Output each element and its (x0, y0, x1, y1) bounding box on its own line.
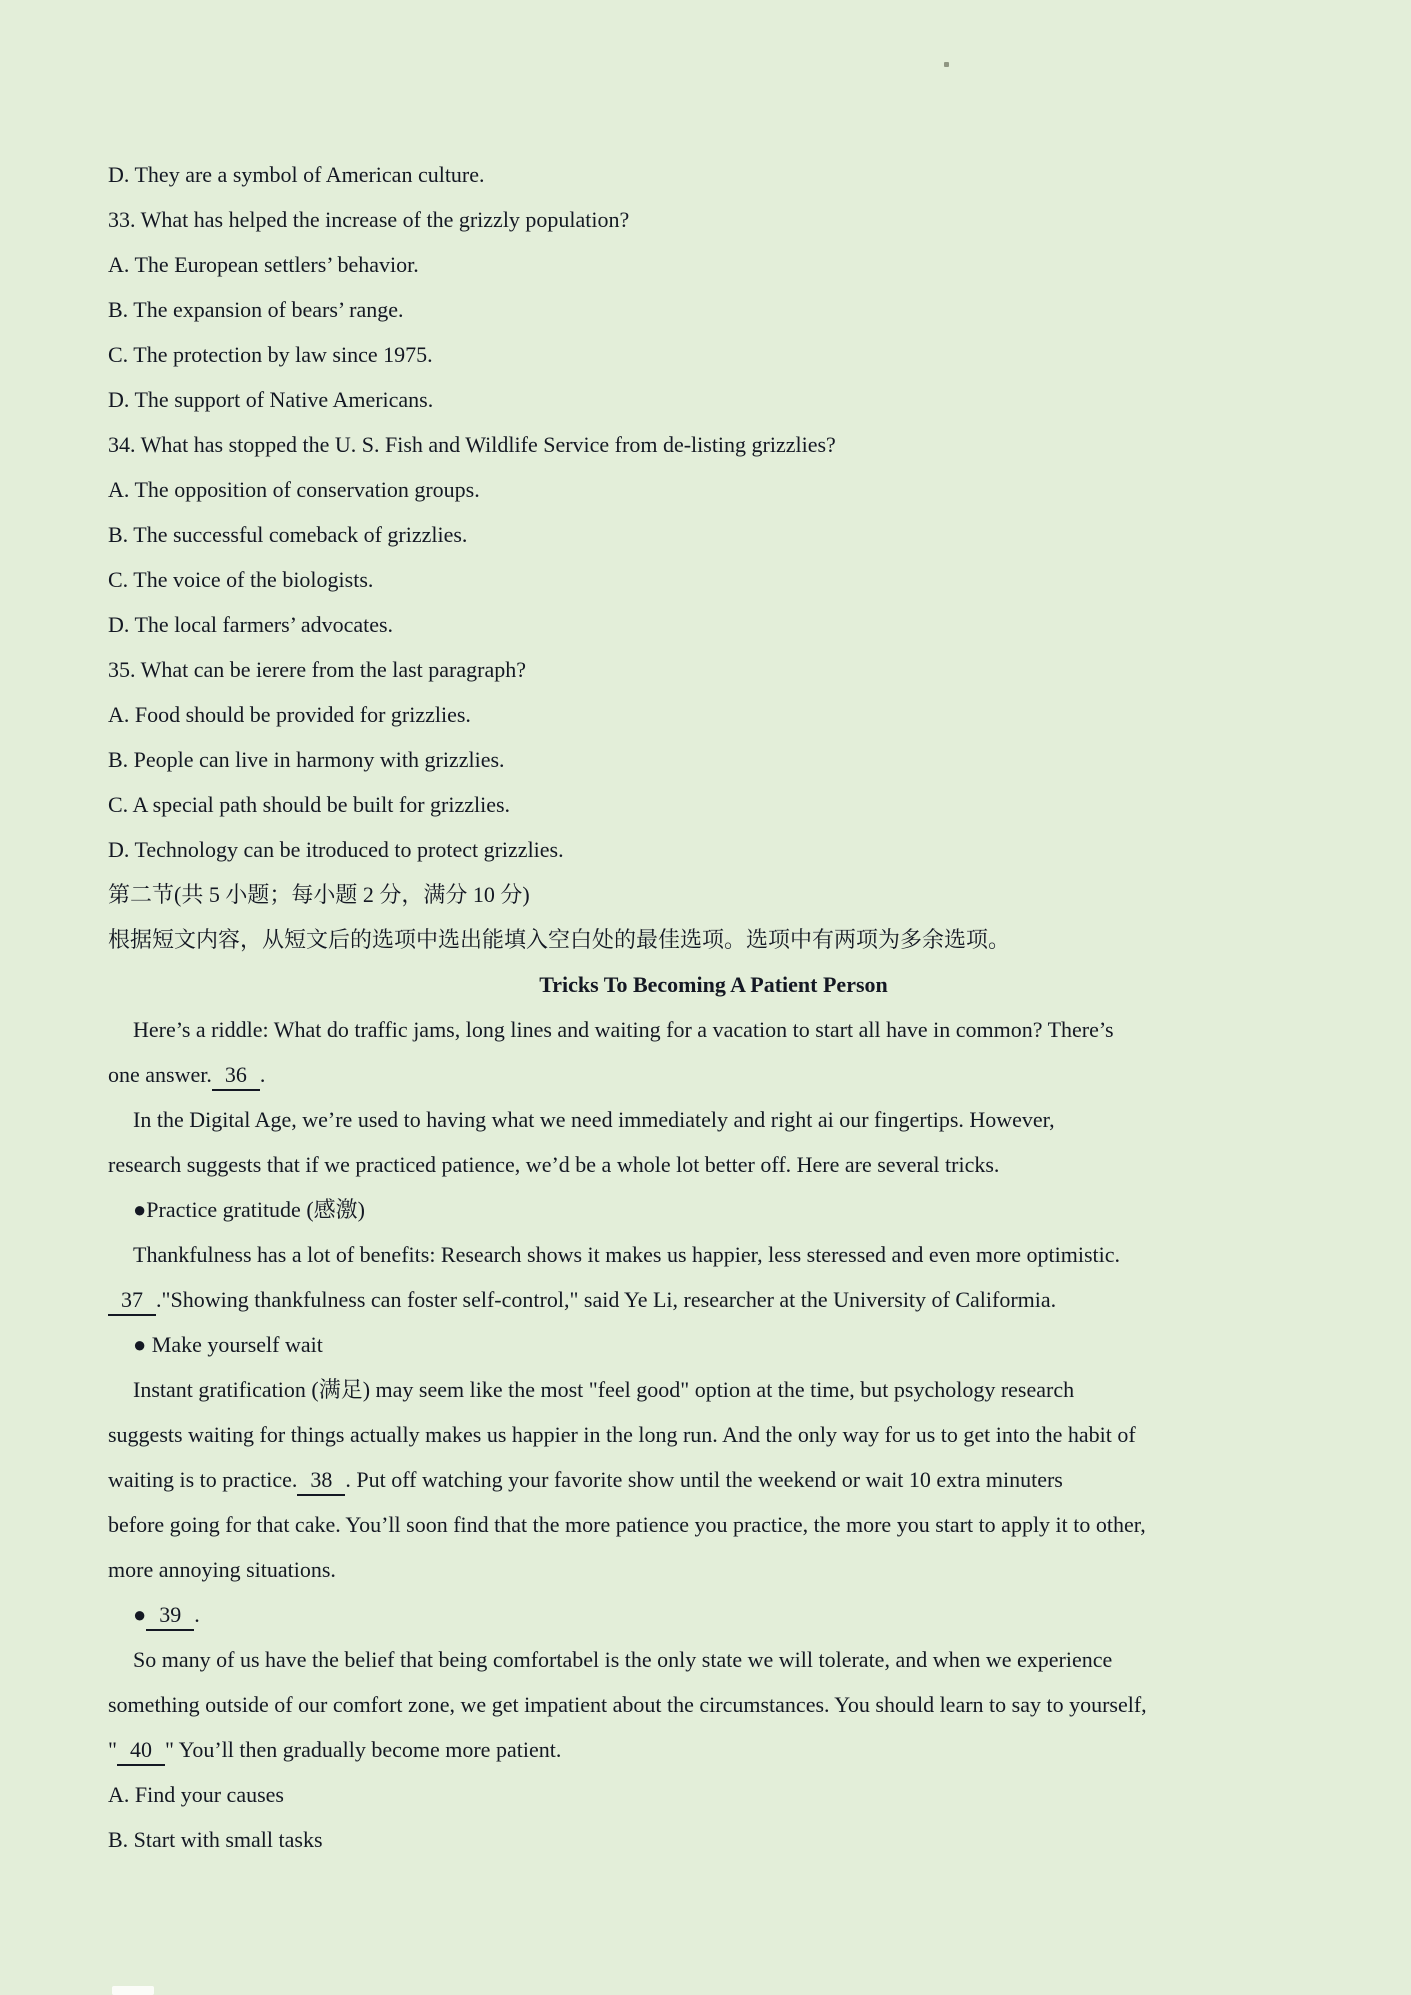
passage-p5-line1 (108, 1637, 1319, 1682)
text-run: 根据短文内容，从短文后的选项中选出能填入空白处的最佳选项。选项中有两项为多余选项。 (108, 927, 1011, 952)
text-run: something outside of our comfort zone, we get impatient about the circumstances. You should learn to say to yourself, (108, 1692, 1147, 1717)
text-run: research suggests that if we practiced patience, we’d be a whole lot better off. Here are several tricks. (108, 1152, 1000, 1177)
text-run: 33. What has helped the increase of the grizzly population? (108, 207, 630, 232)
q33-option-c (108, 332, 1319, 377)
text-run: Instant gratification (满足) may seem like the most "feel good" option at the time, but psychology research (133, 1377, 1075, 1402)
blank-38: 38 (297, 1467, 345, 1496)
section-2-instructions (108, 917, 1319, 962)
text-run: waiting is to practice. (108, 1467, 298, 1492)
q34-option-d (108, 602, 1319, 647)
q34-option-c (108, 557, 1319, 602)
text-run: 35. What can be ierere from the last paragraph? (108, 657, 526, 682)
bullet-blank-39 (108, 1592, 1319, 1637)
text-run: ."Showing thankfulness can foster self-control," said Ye Li, researcher at the University of Califormia. (156, 1287, 1057, 1312)
q35-option-c (108, 782, 1319, 827)
q35-option-d (108, 827, 1319, 872)
text-run: C. A special path should be built for grizzlies. (108, 792, 511, 817)
passage-p2-line2 (108, 1142, 1319, 1187)
text-run: ●Practice gratitude (感激) (133, 1197, 365, 1222)
q33-option-a (108, 242, 1319, 287)
blank-36: 36 (212, 1062, 260, 1091)
section-2-heading (108, 872, 1319, 917)
text-run: A. Find your causes (108, 1782, 284, 1807)
scan-speck (944, 62, 949, 67)
text-run: . (259, 1062, 266, 1087)
text-run: D. Technology can be itroduced to protect grizzlies. (108, 837, 564, 862)
text-run: A. Food should be provided for grizzlies. (108, 702, 471, 727)
passage-p4-line3 (108, 1457, 1319, 1502)
text-run: In the Digital Age, we’re used to having what we need immediately and right ai our fingertips. However, (133, 1107, 1055, 1132)
bullet-make-yourself-wait (108, 1322, 1319, 1367)
passage-p5-line3 (108, 1727, 1319, 1772)
question-35 (108, 647, 1319, 692)
passage-p1-line1 (108, 1007, 1319, 1052)
question-34 (108, 422, 1319, 467)
text-run: Tricks To Becoming A Patient Person (539, 972, 888, 997)
choice-option-b (108, 1817, 1319, 1862)
passage-p4-line5 (108, 1547, 1319, 1592)
text-run: before going for that cake. You’ll soon find that the more patience you practice, the more you start to apply it to other, (108, 1512, 1146, 1537)
prev-question-option-d (108, 152, 1319, 197)
text-run: 第二节(共 5 小题；每小题 2 分，满分 10 分) (108, 882, 530, 907)
text-run: . (194, 1602, 200, 1627)
text-run: ● Make yourself wait (133, 1332, 323, 1357)
passage-p4-line2 (108, 1412, 1319, 1457)
text-run: Here’s a riddle: What do traffic jams, long lines and waiting for a vacation to start all have in common? There’s (133, 1017, 1114, 1042)
text-run: B. People can live in harmony with grizzlies. (108, 747, 505, 772)
passage-p4-line4 (108, 1502, 1319, 1547)
q34-option-b (108, 512, 1319, 557)
text-run: C. The protection by law since 1975. (108, 342, 433, 367)
blank-37: 37 (108, 1287, 156, 1316)
q33-option-d (108, 377, 1319, 422)
q34-option-a (108, 467, 1319, 512)
text-run: B. The expansion of bears’ range. (108, 297, 404, 322)
text-run: more annoying situations. (108, 1557, 336, 1582)
passage-p3-line2 (108, 1277, 1319, 1322)
text-run: . Put off watching your favorite show until the weekend or wait 10 extra minuters (345, 1467, 1063, 1492)
text-run: ● (133, 1602, 147, 1627)
passage-title (108, 962, 1319, 1007)
text-run: Thankfulness has a lot of benefits: Research shows it makes us happier, less steressed and even more optimistic. (133, 1242, 1121, 1267)
passage-p5-line2 (108, 1682, 1319, 1727)
text-run: A. The European settlers’ behavior. (108, 252, 419, 277)
q35-option-a (108, 692, 1319, 737)
text-run: D. The local farmers’ advocates. (108, 612, 394, 637)
passage-p4-line1 (108, 1367, 1319, 1412)
passage-p2-line1 (108, 1097, 1319, 1142)
passage-p3-line1 (108, 1232, 1319, 1277)
text-run: 34. What has stopped the U. S. Fish and Wildlife Service from de-listing grizzlies? (108, 432, 836, 457)
text-run: A. The opposition of conservation groups. (108, 477, 480, 502)
blank-40: 40 (117, 1737, 165, 1766)
text-run: D. They are a symbol of American culture. (108, 162, 485, 187)
passage-p1-line2 (108, 1052, 1319, 1097)
text-run: " You’ll then gradually become more patient. (164, 1737, 562, 1762)
text-run: C. The voice of the biologists. (108, 567, 374, 592)
text-run: So many of us have the belief that being comfortabel is the only state we will tolerate, and when we experience (133, 1647, 1113, 1672)
document-body (108, 152, 1319, 1862)
text-run: D. The support of Native Americans. (108, 387, 434, 412)
q33-option-b (108, 287, 1319, 332)
text-run: one answer. (108, 1062, 212, 1087)
question-33 (108, 197, 1319, 242)
choice-option-a (108, 1772, 1319, 1817)
text-run: suggests waiting for things actually makes us happier in the long run. And the only way for us to get into the habit of (108, 1422, 1136, 1447)
q35-option-b (108, 737, 1319, 782)
blank-39: 39 (146, 1602, 194, 1631)
watermark-fragment (112, 1986, 154, 1995)
text-run: " (108, 1737, 117, 1762)
text-run: B. The successful comeback of grizzlies. (108, 522, 468, 547)
bullet-practice-gratitude (108, 1187, 1319, 1232)
text-run: B. Start with small tasks (108, 1827, 323, 1852)
